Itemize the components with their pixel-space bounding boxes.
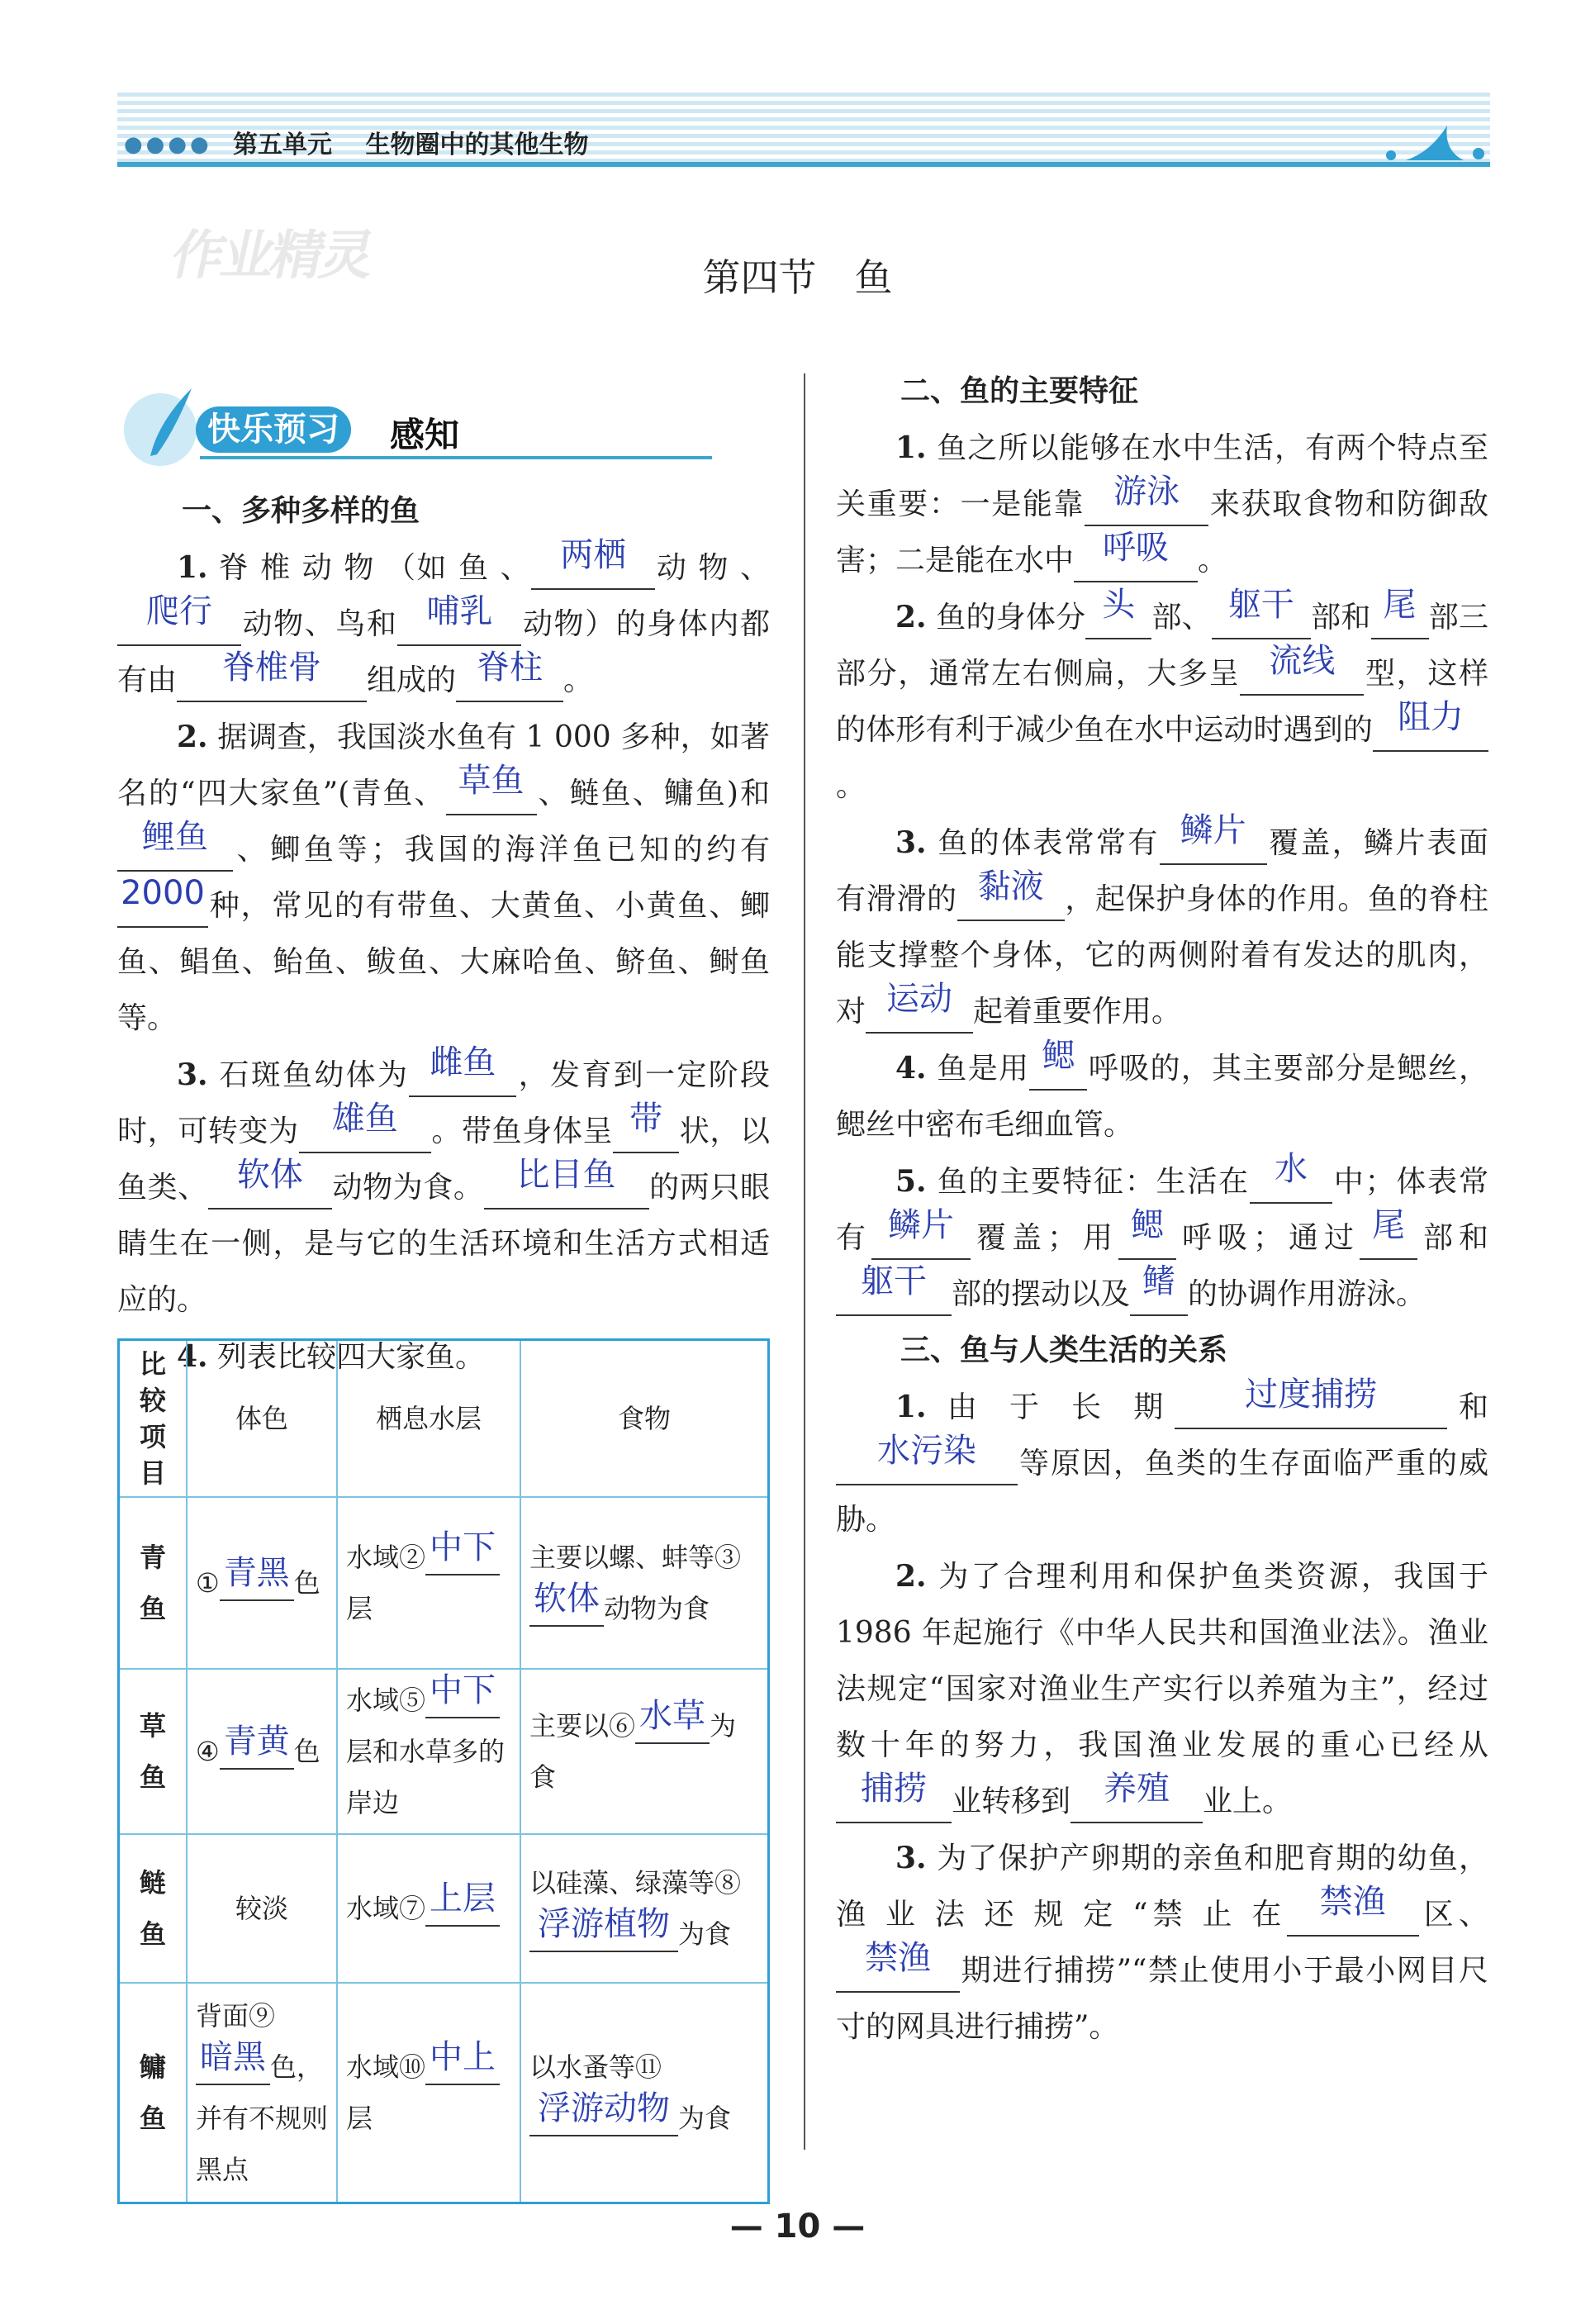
answer-blank[interactable] <box>1085 586 1151 639</box>
answer-text: 软体 <box>236 1156 303 1194</box>
answer-text: 游泳 <box>1113 473 1180 511</box>
answer-text: 水草 <box>639 1697 706 1735</box>
answer-blank[interactable] <box>1212 586 1311 639</box>
answer-text: 鲤鱼 <box>142 818 208 856</box>
answer-blank[interactable] <box>425 1880 500 1927</box>
text: 层 <box>346 1593 373 1624</box>
brand-watermark: 作业精灵 <box>165 226 377 287</box>
text: 来获取食物和防御敌害；二是能在水中 <box>836 487 1488 577</box>
row-header: 草鱼 <box>119 1669 188 1834</box>
feather-icon <box>117 380 200 471</box>
question-number: 2. <box>895 600 927 634</box>
answer-blank[interactable] <box>1175 1376 1447 1429</box>
answer-text: 2000 <box>121 874 205 912</box>
answer-text: 上层 <box>430 1880 496 1918</box>
question-2 <box>836 586 1488 815</box>
text: 脊 椎 动 物 （如 鱼 、 <box>207 551 532 585</box>
section-heading: 三、鱼与人类生活的关系 <box>900 1333 1228 1367</box>
answer-text: 软体 <box>534 1580 600 1618</box>
text: 为了保护产卵期的亲鱼和肥育期的幼鱼，渔 业 法 还 规 定 “禁 止 在 <box>836 1842 1488 1932</box>
answer-text: 爬行 <box>146 592 212 630</box>
answer-text: 阻力 <box>1398 698 1464 736</box>
answer-text: 两栖 <box>560 536 627 574</box>
text: 动物为食 <box>604 1593 710 1624</box>
answer-blank[interactable] <box>456 649 563 702</box>
answer-blank[interactable] <box>220 1723 294 1770</box>
answer-blank[interactable] <box>1130 1262 1188 1316</box>
text: 水域⑩ <box>346 2051 426 2083</box>
text: ④ <box>196 1736 220 1767</box>
answer-blank[interactable] <box>1360 1206 1417 1260</box>
question-number: 2. <box>177 720 208 754</box>
answer-text: 尾 <box>1371 1206 1405 1244</box>
table-cell <box>337 1497 520 1669</box>
answer-text: 躯干 <box>1227 586 1294 624</box>
text: 部三部分，通常左右侧扁，大多呈 <box>836 601 1488 691</box>
banner-label: 快乐预习 <box>196 406 351 453</box>
answer-text: 青黑 <box>223 1554 290 1592</box>
question-1 <box>836 420 1488 589</box>
unit-topic: 生物圈中的其他生物 <box>365 131 589 159</box>
table-cell <box>520 1834 769 1983</box>
text: 由 于 长 期 <box>926 1390 1175 1424</box>
table-row <box>119 1669 769 1834</box>
table-row <box>119 1834 769 1983</box>
answer-blank[interactable] <box>117 874 208 928</box>
column-header: 栖息水层 <box>337 1340 520 1498</box>
table-cell <box>337 1669 520 1834</box>
answer-text: 黏液 <box>977 867 1044 905</box>
table-cell: 较淡 <box>187 1834 337 1983</box>
question-number: 3. <box>177 1057 208 1092</box>
answer-text: 运动 <box>886 980 953 1018</box>
question-number: 1. <box>895 430 927 465</box>
answer-text: 中下 <box>430 1528 496 1566</box>
question-4 <box>836 1037 1488 1153</box>
text: 和 <box>1447 1390 1488 1424</box>
text: 以硅藻、绿藻等⑧ <box>529 1867 742 1899</box>
text: 期进行捕捞”“禁止使用小于最小网目尺寸的网具进行捕捞”。 <box>836 1954 1488 2044</box>
table-cell <box>187 1497 337 1669</box>
text: 色，并有不规则黑点 <box>196 2051 329 2185</box>
answer-text: 浮游动物 <box>538 2089 670 2127</box>
text: ，起保护身体的作用。鱼的脊柱能支撑整个身体，它的两侧附着有发达的肌肉，对 <box>836 882 1488 1029</box>
text: 鱼的身体分 <box>926 601 1086 634</box>
answer-blank[interactable] <box>409 1043 516 1097</box>
answer-blank[interactable] <box>1373 698 1488 752</box>
answer-blank[interactable] <box>1287 1883 1419 1937</box>
answer-blank[interactable] <box>177 649 367 702</box>
question-number: 3. <box>895 825 927 860</box>
text: 色 <box>293 1567 320 1599</box>
answer-blank[interactable] <box>529 2089 678 2136</box>
text: 部和 <box>1417 1221 1488 1255</box>
question-2 <box>117 709 770 1047</box>
fish-comparison-table <box>117 1338 770 2204</box>
answer-text: 青黄 <box>223 1723 290 1761</box>
table-cell <box>337 1983 520 2203</box>
answer-text: 流线 <box>1269 642 1336 680</box>
table-cell <box>520 1983 769 2203</box>
text: 部的摆动以及 <box>952 1277 1131 1311</box>
text: 呼吸的，其主要部分是鳃丝，鳃丝中密布毛细血管。 <box>836 1052 1488 1142</box>
text: 鱼之所以能够在水中生活，有两个特点至关重要：一是能靠 <box>836 431 1488 521</box>
answer-blank[interactable] <box>1118 1206 1176 1260</box>
table-cell <box>187 1983 337 2203</box>
text: 、鲫鱼等；我国的海洋鱼已知的约有 <box>233 833 770 867</box>
text: 主要以螺、蚌等③ <box>529 1542 742 1573</box>
answer-blank[interactable] <box>1074 529 1198 582</box>
text: 部、 <box>1151 601 1212 634</box>
text: 为食 <box>678 2102 732 2134</box>
section-banner <box>117 380 720 471</box>
answer-text: 禁渔 <box>865 1939 931 1977</box>
text: 据调查，我国淡水鱼有 1 000 多种，如著名的“四大家鱼”(青鱼、 <box>117 720 770 810</box>
text: 覆盖；用 <box>971 1221 1118 1255</box>
question-2 <box>836 1548 1488 1830</box>
answer-text: 脊柱 <box>477 649 544 687</box>
answer-text: 中下 <box>430 1671 496 1709</box>
answer-text: 鳃 <box>1042 1037 1075 1075</box>
answer-blank[interactable] <box>1250 1150 1332 1204</box>
answer-blank[interactable] <box>1070 1770 1203 1823</box>
water-drop-icon <box>1381 111 1488 169</box>
question-1 <box>836 1376 1488 1548</box>
answer-blank[interactable] <box>220 1554 294 1601</box>
column-header: 体色 <box>187 1340 337 1498</box>
question-3 <box>117 1043 770 1328</box>
text: 部和 <box>1310 601 1371 634</box>
right-column <box>836 364 1488 2055</box>
text: 状，以鱼类、 <box>117 1114 770 1205</box>
answer-blank[interactable] <box>117 818 233 872</box>
text: 中；体表常有 <box>836 1165 1488 1255</box>
text: 鱼是用 <box>926 1052 1030 1086</box>
text: 水域② <box>346 1542 426 1573</box>
question-number: 3. <box>895 1841 927 1875</box>
text: 起着重要作用。 <box>973 995 1182 1029</box>
header-dots: ●●●● <box>124 132 212 157</box>
text: 动 物 、 <box>655 551 771 585</box>
column-header: 比较项目 <box>119 1340 188 1498</box>
text: 动物为食。 <box>331 1171 484 1205</box>
answer-blank[interactable] <box>1240 642 1364 696</box>
text: 石斑鱼幼体为 <box>207 1058 410 1092</box>
answer-text: 躯干 <box>861 1262 927 1300</box>
question-3 <box>836 1830 1488 2055</box>
row-header: 青鱼 <box>119 1497 188 1669</box>
question-number: 5. <box>895 1164 927 1199</box>
text: 。 <box>563 663 594 697</box>
answer-text: 水污染 <box>877 1432 976 1470</box>
text: 动物、鸟和 <box>241 607 398 641</box>
text: 覆盖，鳞片表面有滑滑的 <box>836 826 1488 916</box>
page-title: 第四节 鱼 <box>702 255 893 300</box>
answer-blank[interactable] <box>208 1156 332 1210</box>
question-number: 1. <box>895 1390 927 1424</box>
answer-text: 养殖 <box>1104 1770 1170 1808</box>
answer-blank[interactable] <box>1160 811 1267 865</box>
text: 为食 <box>529 1710 737 1793</box>
answer-blank[interactable] <box>866 980 973 1034</box>
text: ，发育到一定阶段时，可转变为 <box>117 1058 770 1148</box>
answer-text: 哺乳 <box>426 592 493 630</box>
text: 鱼的主要特征：生活在 <box>926 1165 1250 1199</box>
answer-text: 雌鱼 <box>430 1043 496 1081</box>
table-row <box>119 1497 769 1669</box>
header-title <box>233 124 588 160</box>
unit-header <box>117 93 1490 169</box>
answer-blank[interactable] <box>299 1100 431 1153</box>
banner-rule <box>200 456 712 459</box>
text: 、鲢鱼、鳙鱼)和 <box>536 777 771 810</box>
answer-blank[interactable] <box>425 1671 500 1718</box>
answer-text: 鳞片 <box>1180 811 1246 849</box>
answer-text: 草鱼 <box>458 762 525 800</box>
text: 色 <box>293 1736 320 1767</box>
answer-blank[interactable] <box>425 2037 500 2085</box>
answer-text: 中上 <box>430 2037 496 2076</box>
text: 为了合理利用和保护鱼类资源，我国于 1986 年起施行《中华人民共和国渔业法》。渔业法规定“国家对渔业生产实行以养殖为主”，经过数十年的努力，我国渔业发展的重心已经从 <box>836 1560 1488 1762</box>
answer-text: 暗黑 <box>200 2037 266 2076</box>
answer-text: 雄鱼 <box>331 1100 398 1138</box>
text: 层和水草多的岸边 <box>346 1736 506 1818</box>
answer-blank[interactable] <box>871 1206 971 1260</box>
row-header: 鳙鱼 <box>119 1983 188 2203</box>
answer-blank[interactable] <box>529 1580 604 1627</box>
column-header: 食物 <box>520 1340 769 1498</box>
answer-text: 尾 <box>1383 586 1417 624</box>
text: 区、 <box>1418 1898 1488 1932</box>
text: 呼吸；通过 <box>1175 1221 1360 1255</box>
answer-blank[interactable] <box>836 1939 960 1993</box>
answer-blank[interactable] <box>613 1100 679 1153</box>
table-header-row <box>119 1340 769 1498</box>
answer-blank[interactable] <box>397 592 521 646</box>
left-column <box>117 483 770 1385</box>
answer-text: 鳃 <box>1130 1206 1164 1244</box>
banner-suffix: 感知 <box>390 415 460 455</box>
question-1 <box>117 536 771 709</box>
table-row <box>119 1983 769 2203</box>
answer-text: 禁渔 <box>1319 1883 1386 1921</box>
answer-blank[interactable] <box>484 1156 649 1210</box>
answer-text: 比目鱼 <box>516 1156 616 1194</box>
question-5 <box>836 1150 1488 1323</box>
question-number: 2. <box>895 1559 927 1594</box>
section-heading: 一、多种多样的鱼 <box>182 494 420 528</box>
answer-blank[interactable] <box>1085 473 1208 526</box>
answer-blank[interactable] <box>1371 586 1429 639</box>
answer-text: 带 <box>629 1100 663 1138</box>
answer-blank[interactable] <box>446 762 537 815</box>
question-number: 1. <box>177 550 208 585</box>
text: 背面⑨ <box>196 1999 276 2032</box>
text: 鱼的体表常常有 <box>926 826 1160 860</box>
answer-blank[interactable] <box>957 867 1065 921</box>
page-number-value: 10 <box>774 2208 821 2246</box>
unit-label: 第五单元 <box>233 131 332 159</box>
answer-blank[interactable] <box>836 1262 952 1316</box>
answer-text: 头 <box>1102 586 1136 624</box>
text: 。 <box>1198 544 1228 577</box>
column-divider <box>804 373 805 2150</box>
answer-text: 脊椎骨 <box>222 649 322 687</box>
answer-text: 鳍 <box>1142 1262 1176 1300</box>
text: 型，这样的体形有利于减少鱼在水中运动时遇到的 <box>836 657 1488 747</box>
answer-blank[interactable] <box>836 1770 952 1823</box>
text: 的两只眼睛生在一侧，是与它的生活环境和生活方式相适应的。 <box>117 1171 770 1317</box>
text: 。带鱼身体呈 <box>430 1114 614 1148</box>
header-rule <box>117 162 1490 167</box>
text: 水域⑤ <box>346 1685 426 1716</box>
answer-text: 过度捕捞 <box>1245 1376 1378 1414</box>
answer-text: 鳞片 <box>888 1206 954 1244</box>
text: 列表比较四大家鱼。 <box>207 1340 486 1374</box>
table-cell <box>520 1669 769 1834</box>
text: 层 <box>346 2102 373 2134</box>
text: 以水蚤等⑪ <box>529 2051 662 2083</box>
text: 组成的 <box>367 663 457 697</box>
answer-blank[interactable] <box>1029 1037 1087 1091</box>
page-number: — 10 — <box>729 2208 866 2246</box>
answer-blank[interactable] <box>196 2037 270 2085</box>
answer-blank[interactable] <box>425 1528 500 1575</box>
text: 主要以⑥ <box>529 1710 636 1742</box>
section-heading: 二、鱼的主要特征 <box>900 374 1139 408</box>
question-3 <box>836 811 1488 1040</box>
text: 水域⑦ <box>346 1893 426 1924</box>
text: 。 <box>836 769 866 803</box>
answer-blank[interactable] <box>531 536 655 590</box>
answer-text: 浮游植物 <box>538 1905 670 1943</box>
text: 种，常见的有带鱼、大黄鱼、小黄鱼、鲫鱼、鲳鱼、鲐鱼、鲅鱼、大麻哈鱼、鲚鱼、鲥鱼等。 <box>117 889 770 1035</box>
answer-blank[interactable] <box>635 1697 710 1744</box>
answer-blank[interactable] <box>117 592 241 646</box>
text: 的协调作用游泳。 <box>1188 1277 1426 1311</box>
row-header: 鲢鱼 <box>119 1834 188 1983</box>
table-cell <box>520 1497 769 1669</box>
answer-text: 水 <box>1274 1150 1308 1188</box>
table-cell <box>187 1669 337 1834</box>
text: 动物）的身体内都有由 <box>117 607 770 697</box>
answer-text: 呼吸 <box>1103 529 1170 567</box>
question-number: 4. <box>177 1339 208 1374</box>
text: 为食 <box>678 1918 732 1950</box>
text: 等原因，鱼类的生存面临严重的威胁。 <box>836 1447 1488 1537</box>
answer-text: 捕捞 <box>861 1770 927 1808</box>
answer-blank[interactable] <box>836 1432 1018 1485</box>
text: ① <box>196 1567 220 1599</box>
answer-blank[interactable] <box>529 1905 678 1952</box>
text: 业转移到 <box>952 1785 1071 1818</box>
table-cell <box>337 1834 520 1983</box>
text: 业上。 <box>1203 1785 1293 1818</box>
question-number: 4. <box>895 1051 927 1086</box>
